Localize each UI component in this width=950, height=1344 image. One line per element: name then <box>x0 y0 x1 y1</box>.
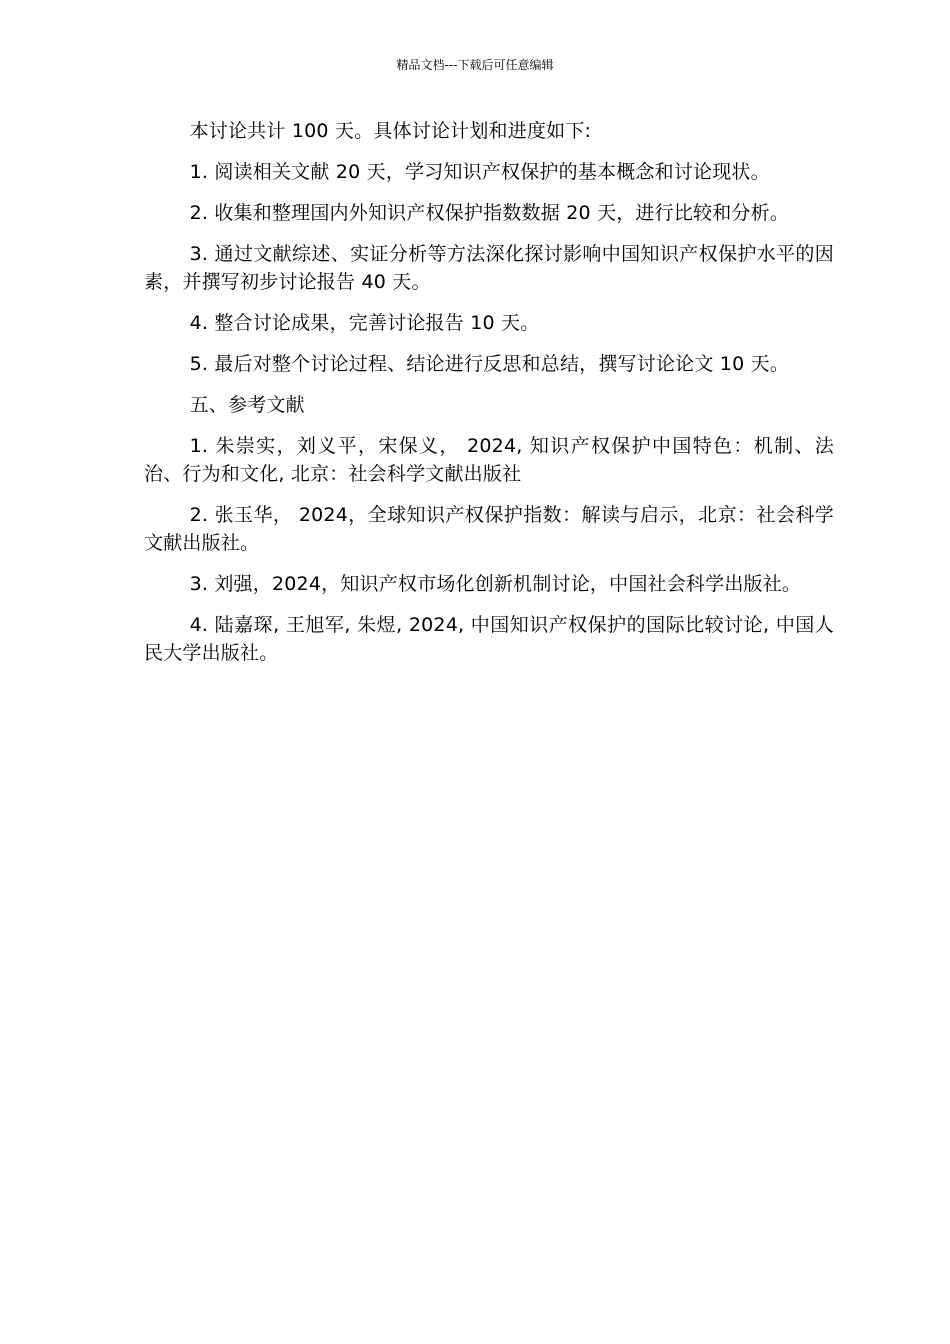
research-duration-paragraph: 本讨论共计 100 天。具体讨论计划和进度如下: <box>189 120 592 142</box>
references-heading: 五、参考文献 <box>189 394 305 416</box>
plan-step-1: 1. 阅读相关文献 20 天，学习知识产权保护的基本概念和讨论现状。 <box>189 161 770 183</box>
plan-step-3: 3. 通过文献综述、实证分析等方法深化探讨影响中国知识产权保护水平的因素，并撰写初步讨论报告 40 天。 <box>144 243 834 293</box>
reference-3: 3. 刘强，2024，知识产权市场化创新机制讨论，中国社会科学出版社。 <box>189 573 802 595</box>
plan-step-2: 2. 收集和整理国内外知识产权保护指数数据 20 天，进行比较和分析。 <box>189 202 790 224</box>
plan-step-5: 5. 最后对整个讨论过程、结论进行反思和总结，撰写讨论论文 10 天。 <box>189 353 790 375</box>
document-body <box>144 117 834 680</box>
reference-1: 1. 朱崇实，刘义平，宋保义， 2024, 知识产权保护中国特色：机制、法治、行为和文化, 北京：社会科学文献出版社 <box>144 435 834 485</box>
plan-step-4: 4. 整合讨论成果，完善讨论报告 10 天。 <box>189 312 540 334</box>
reference-2: 2. 张玉华， 2024，全球知识产权保护指数：解读与启示，北京：社会科学文献出版社。 <box>144 504 834 554</box>
reference-4: 4. 陆嘉琛, 王旭军, 朱煜, 2024, 中国知识产权保护的国际比较讨论, 中国人民大学出版社。 <box>144 614 834 664</box>
page-header: 精品文档---下载后可任意编辑 <box>396 58 554 72</box>
